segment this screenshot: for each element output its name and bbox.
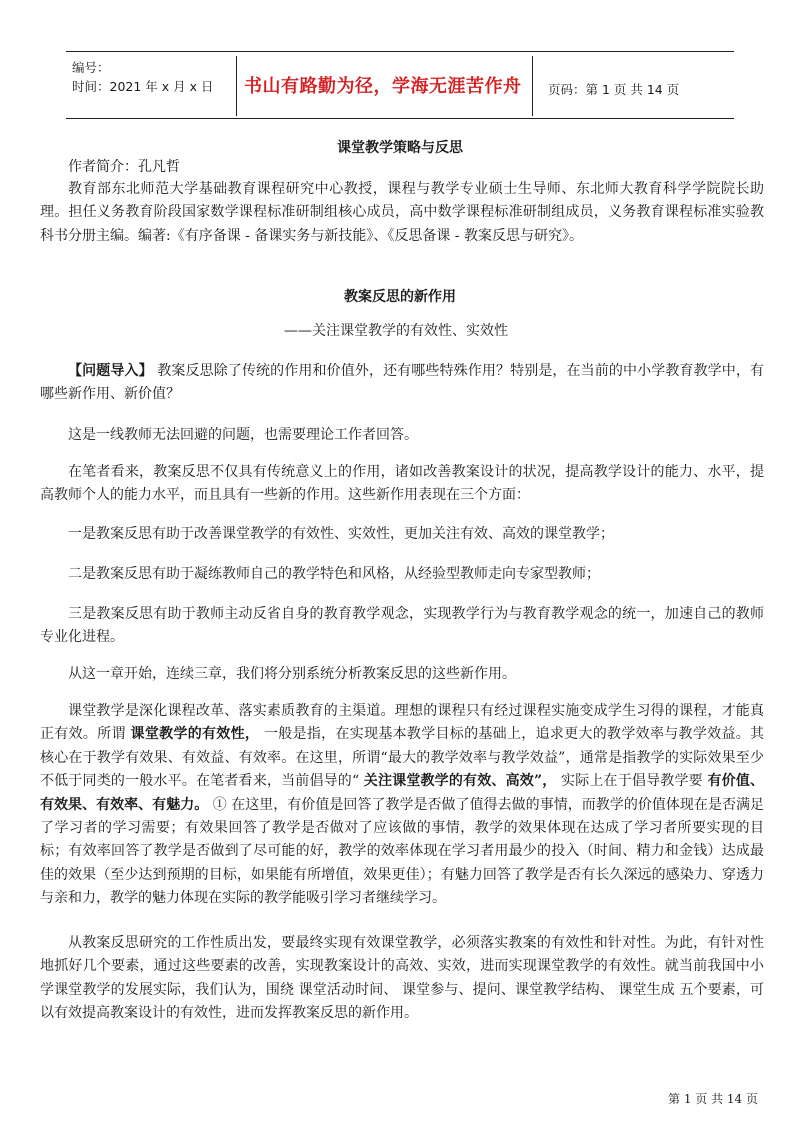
document-date: 时间：2021 年 x 月 x 日 (72, 79, 214, 94)
p7-emphasis-values: 有价值、有效果、有效率、有魅力。 (40, 773, 764, 813)
header-page-info: 页码：第 1 页 共 14 页 (548, 82, 680, 97)
paragraph-1: 这是一线教师无法回避的问题，也需要理论工作者回答。 (68, 427, 418, 443)
p7-emphasis-effectiveness: 课堂教学的有效性， (130, 726, 260, 743)
header-meta (72, 58, 213, 96)
page-header (66, 51, 734, 119)
section-title: 教案反思的新作用 (344, 289, 456, 305)
author-line: 作者简介：孔凡哲 (68, 159, 180, 175)
document-number-label: 编号： (72, 60, 110, 75)
article-title: 课堂教学策略与反思 (337, 140, 463, 156)
page-footer: 第 1 页 共 14 页 (668, 1092, 758, 1106)
paragraph-6: 从这一章开始，连续三章，我们将分别系统分析教案反思的这些新作用。 (68, 666, 516, 682)
intro-text: 教案反思除了传统的作用和价值外，还有哪些特殊作用？特别是，在当前的中小学教育教学中，有哪些新作用、新价值？ (40, 363, 765, 403)
author-bio: 教育部东北师范大学基础教育课程研究中心教授，课程与教学专业硕士生导师、东北师大教育科学学院院长助理。担任义务教育阶段国家数学课程标准研制组核心成员，高中数学课程标准研制组成员，义务教育课程标准实验教科书分册主编。编著:《有序备课 - 备课实务与新技能》、《反思备课 - 教案反思与研究》。 (40, 181, 764, 244)
paragraph-4: 二是教案反思有助于凝练教师自己的教学特色和风格，从经验型教师走向专家型教师； (68, 566, 600, 582)
p7-text-e: 实际上在于倡导教学要 (556, 773, 708, 790)
p7-text-c: 一般是指，在实现基本教学目标的基础上，追求更大的教学效率与教学效益。其 核心在于教学有效果、有效益、有效率。在这里，所谓“最大的教学效率与教学效益”，通常是指教学的实际效果至少不低于同类的一般水平。在笔者看来，当前倡导的“ (40, 726, 765, 790)
paragraph-3: 一是教案反思有助于改善课堂教学的有效性、实效性，更加关注有效、高效的课堂教学； (68, 526, 614, 542)
paragraph-5: 三是教案反思有助于教师主动反省自身的教育教学观念，实现教学行为与教育教学观念的统一，加速自己的教师专业化进程。 (40, 606, 764, 646)
header-motto: 书山有路勤为径，学海无涯苦作舟 (244, 76, 522, 97)
section-subtitle: ——关注课堂教学的有效性、实效性 (284, 323, 508, 339)
intro-tag: 【问题导入】 (68, 363, 153, 379)
paragraph-7 (40, 700, 764, 911)
paragraph-8: 从教案反思研究的工作性质出发，要最终实现有效课堂教学，必须落实教案的有效性和针对性。为此，有针对性地抓好几个要素，通过这些要素的改善，实现教案设计的高效、实效，进而实现课堂教学的有效性。就当前我国中小学课堂教学的发展实际，我们认为，围绕 课堂活动时间、 课堂参与、提问、课堂教学结构、 课堂生成 五个要素，可以有效提高教案设计的有效性，进而发挥教案反思的新作用。 (40, 935, 764, 1022)
p7-emphasis-efficient: 关注课堂教学的有效、高效”， (363, 773, 557, 790)
p7-text-a: 课堂教学是深化课程改革、落实素质教育的主渠道。理想的课程只有经过课程实施变成学生习得的课程，才能真正有效。所谓 (40, 703, 764, 743)
paragraph-2: 在笔者看来，教案反思不仅具有传统意义上的作用，诸如改善教案设计的状况，提高教学设计的能力、水平，提高教师个人的能力水平，而且具有一些新的作用。这些新作用表现在三个方面： (40, 464, 764, 504)
p7-text-g: ① 在这里，有价值是回答了教学是否做了值得去做的事情，而教学的价值体现在是否满足了学习者的学习需要；有效果回答了教学是否做对了应该做的事情，教学的效果体现在达成了学习者所要实现的目标；有效率回答了教学是否做到了尽可能的好，教学的效率体现在学习者用最少的投入（时间、精力和金钱）达成最佳的效果（至少达到预期的目标，如果能有所增值，效果更佳）；有魅力回答了教学是否有长久深远的感染力、穿透力与亲和力，教学的魅力体现在实际的教学能吸引学习者继续学习。 (40, 796, 765, 907)
intro-paragraph (40, 360, 764, 407)
